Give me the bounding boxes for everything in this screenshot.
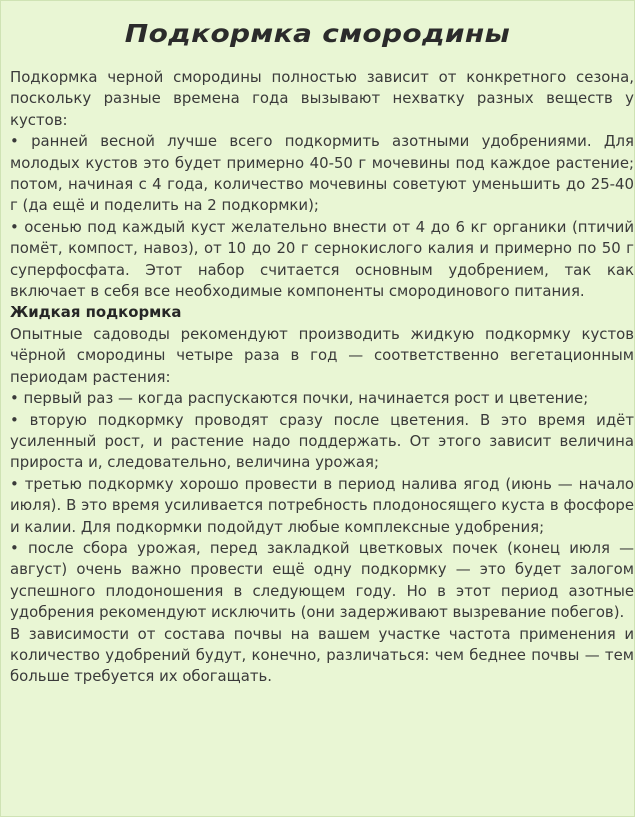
third-feeding-bullet: • третью подкормку хорошо провести в период налива ягод (июнь — начало июля). В это время усиливается потребность плодоносящего куста в фосфоре и калии. Для подкормки подойдут любые комплексные удобрения; (10, 474, 634, 536)
soil-paragraph: В зависимости от состава почвы на вашем участке частота применения и количество удобрений будут, конечно, различаться: чем беднее почвы — тем больше требуется их обогащать. (10, 624, 634, 686)
intro-paragraph: Подкормка черной смородины полностью зависит от конкретного сезона, поскольку разные времена года вызывают нехватку разных веществ у кустов: (10, 68, 634, 129)
second-feeding-bullet: • вторую подкормку проводят сразу после цветения. В это время идёт усиленный рост, и растение надо поддержать. От этого зависит величина прироста и, следовательно, величина урожая; (10, 410, 634, 472)
liquid-feeding-heading: Жидкая подкормка (10, 303, 182, 322)
spring-bullet: • ранней весной лучше всего подкормить азотными удобрениями. Для молодых кустов это будет примерно 40-50 г мочевины под каждое растение; потом, начиная с 4 года, количество мочевины советуют уменьшить до 25-40 г (да ещё и поделить на 2 подкормки); (10, 132, 634, 215)
first-feeding-bullet: • первый раз — когда распускаются почки, начинается рост и цветение; (10, 389, 589, 408)
article-body (10, 67, 634, 688)
fourth-feeding-bullet: • после сбора урожая, перед закладкой цветковых почек (конец июля — август) очень важно провести ещё одну подкормку — это будет залогом успешного плодоношения в следующем году. Но в этот период азотные удобрения рекомендуют исключить (они задерживают вызревание побегов). (10, 538, 634, 622)
article-title: Подкормка смородины (124, 19, 511, 48)
liquid-intro-paragraph: Опытные садоводы рекомендуют производить жидкую подкормку кустов чёрной смородины четыре раза в год — соответственно вегетационным периодам растения: (10, 324, 634, 386)
autumn-bullet: • осенью под каждый куст желательно внести от 4 до 6 кг органики (птичий помёт, компост, навоз), от 10 до 20 г сернокислого калия и примерно по 50 г суперфосфата. Этот набор считается основным удобрением, так как включает в себя все необходимые компоненты смородинового питания. (10, 217, 634, 301)
